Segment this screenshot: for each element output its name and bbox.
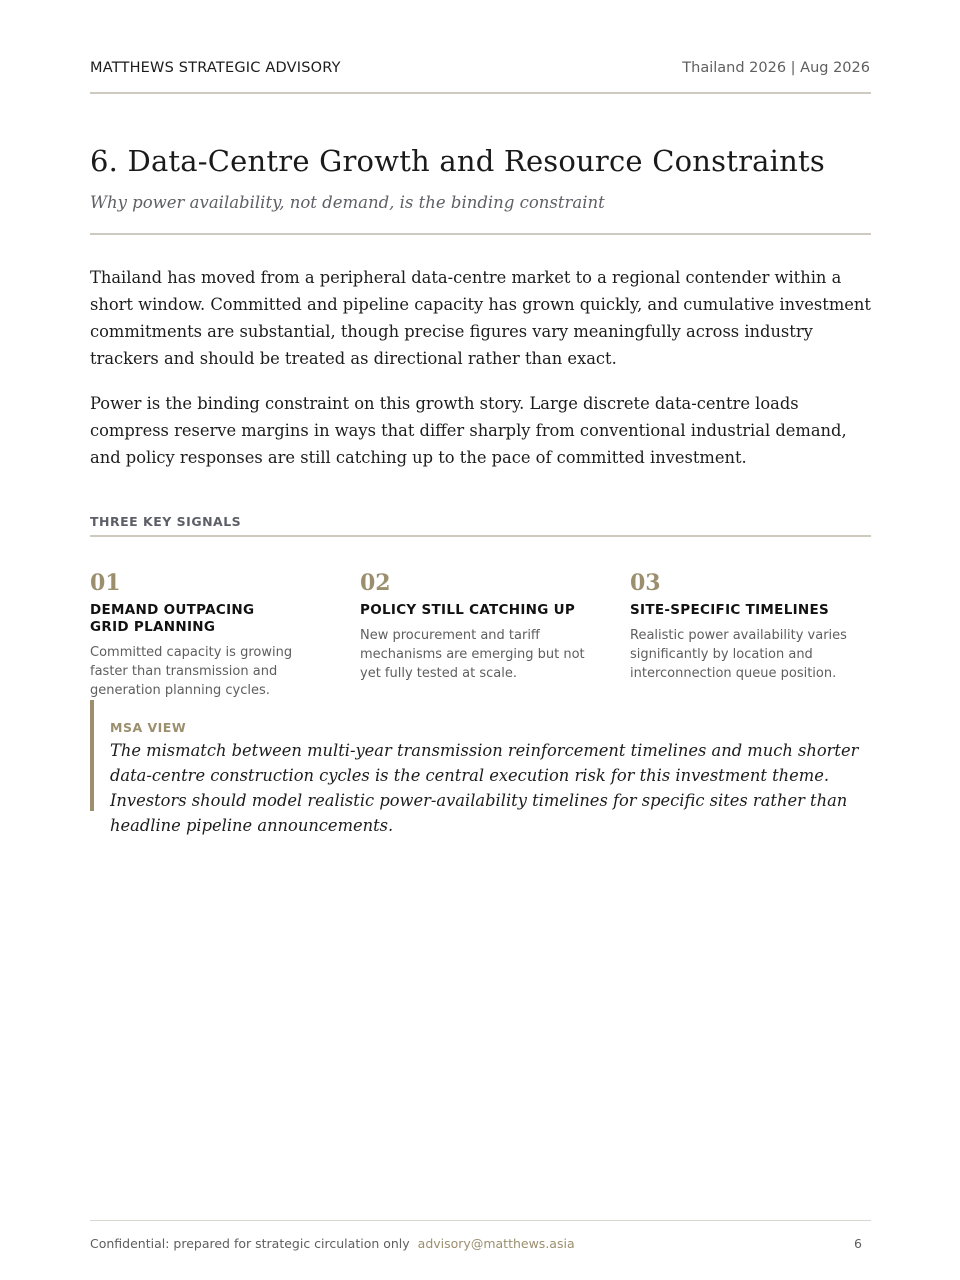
signal-card-2 (360, 568, 600, 683)
signal-number: 01 (90, 570, 121, 596)
signal-description: Realistic power availability varies significantly by location and interconnection queue position. (630, 628, 847, 681)
section-subtitle: Why power availability, not demand, is the binding constraint (90, 193, 605, 212)
msa-view-label: MSA VIEW (110, 720, 187, 735)
signal-description: New procurement and tariff mechanisms are emerging but not yet fully tested at scale. (360, 628, 585, 681)
signal-card-3 (630, 568, 870, 683)
page-number: 6 (854, 1236, 862, 1251)
page-footer (90, 1220, 871, 1261)
signal-title: SITE-SPECIFIC TIMELINES (630, 602, 830, 618)
body-paragraph-1: Thailand has moved from a peripheral data-centre market to a regional contender within a short window. Committed and pipeline capacity has grown quickly, and cumulative investment commitments are substantial, though precise figures vary meaningfully across industry trackers and should be treated as directional rather than exact. (90, 268, 871, 368)
contact-email-link[interactable]: advisory@matthews.asia (417, 1236, 575, 1251)
report-page (90, 0, 871, 1280)
page-header (90, 58, 871, 94)
confidential-text: Confidential: prepared for strategic circulation only (90, 1236, 410, 1251)
title-divider (90, 233, 871, 235)
signal-title: DEMAND OUTPACING GRID PLANNING (90, 602, 255, 635)
section-title: 6. Data-Centre Growth and Resource Constraints (90, 144, 825, 178)
signal-number: 02 (360, 570, 391, 596)
msa-view-callout (90, 700, 875, 835)
signal-number: 03 (630, 570, 661, 596)
body-paragraph-2: Power is the binding constraint on this growth story. Large discrete data-centre loads compress reserve margins in ways that differ sharply from conventional industrial demand, and policy responses are still catching up to the pace of committed investment. (90, 394, 847, 467)
signals-divider (90, 535, 871, 537)
confidential-note (90, 1236, 575, 1251)
msa-view-text: The mismatch between multi-year transmission reinforcement timelines and much shorter data-centre construction cycles is the central execution risk for this investment theme. Investors should model realistic power-availability timelines for specific sites rather than headline pipeline announcements. (110, 741, 859, 835)
brand-name: MATTHEWS STRATEGIC ADVISORY (90, 60, 341, 76)
signal-card-1 (90, 568, 330, 700)
signals-heading: THREE KEY SIGNALS (90, 514, 242, 529)
signal-title: POLICY STILL CATCHING UP (360, 602, 576, 618)
signal-description: Committed capacity is growing faster than transmission and generation planning cycles. (90, 645, 293, 698)
edition-date: Thailand 2026 | Aug 2026 (682, 60, 870, 76)
